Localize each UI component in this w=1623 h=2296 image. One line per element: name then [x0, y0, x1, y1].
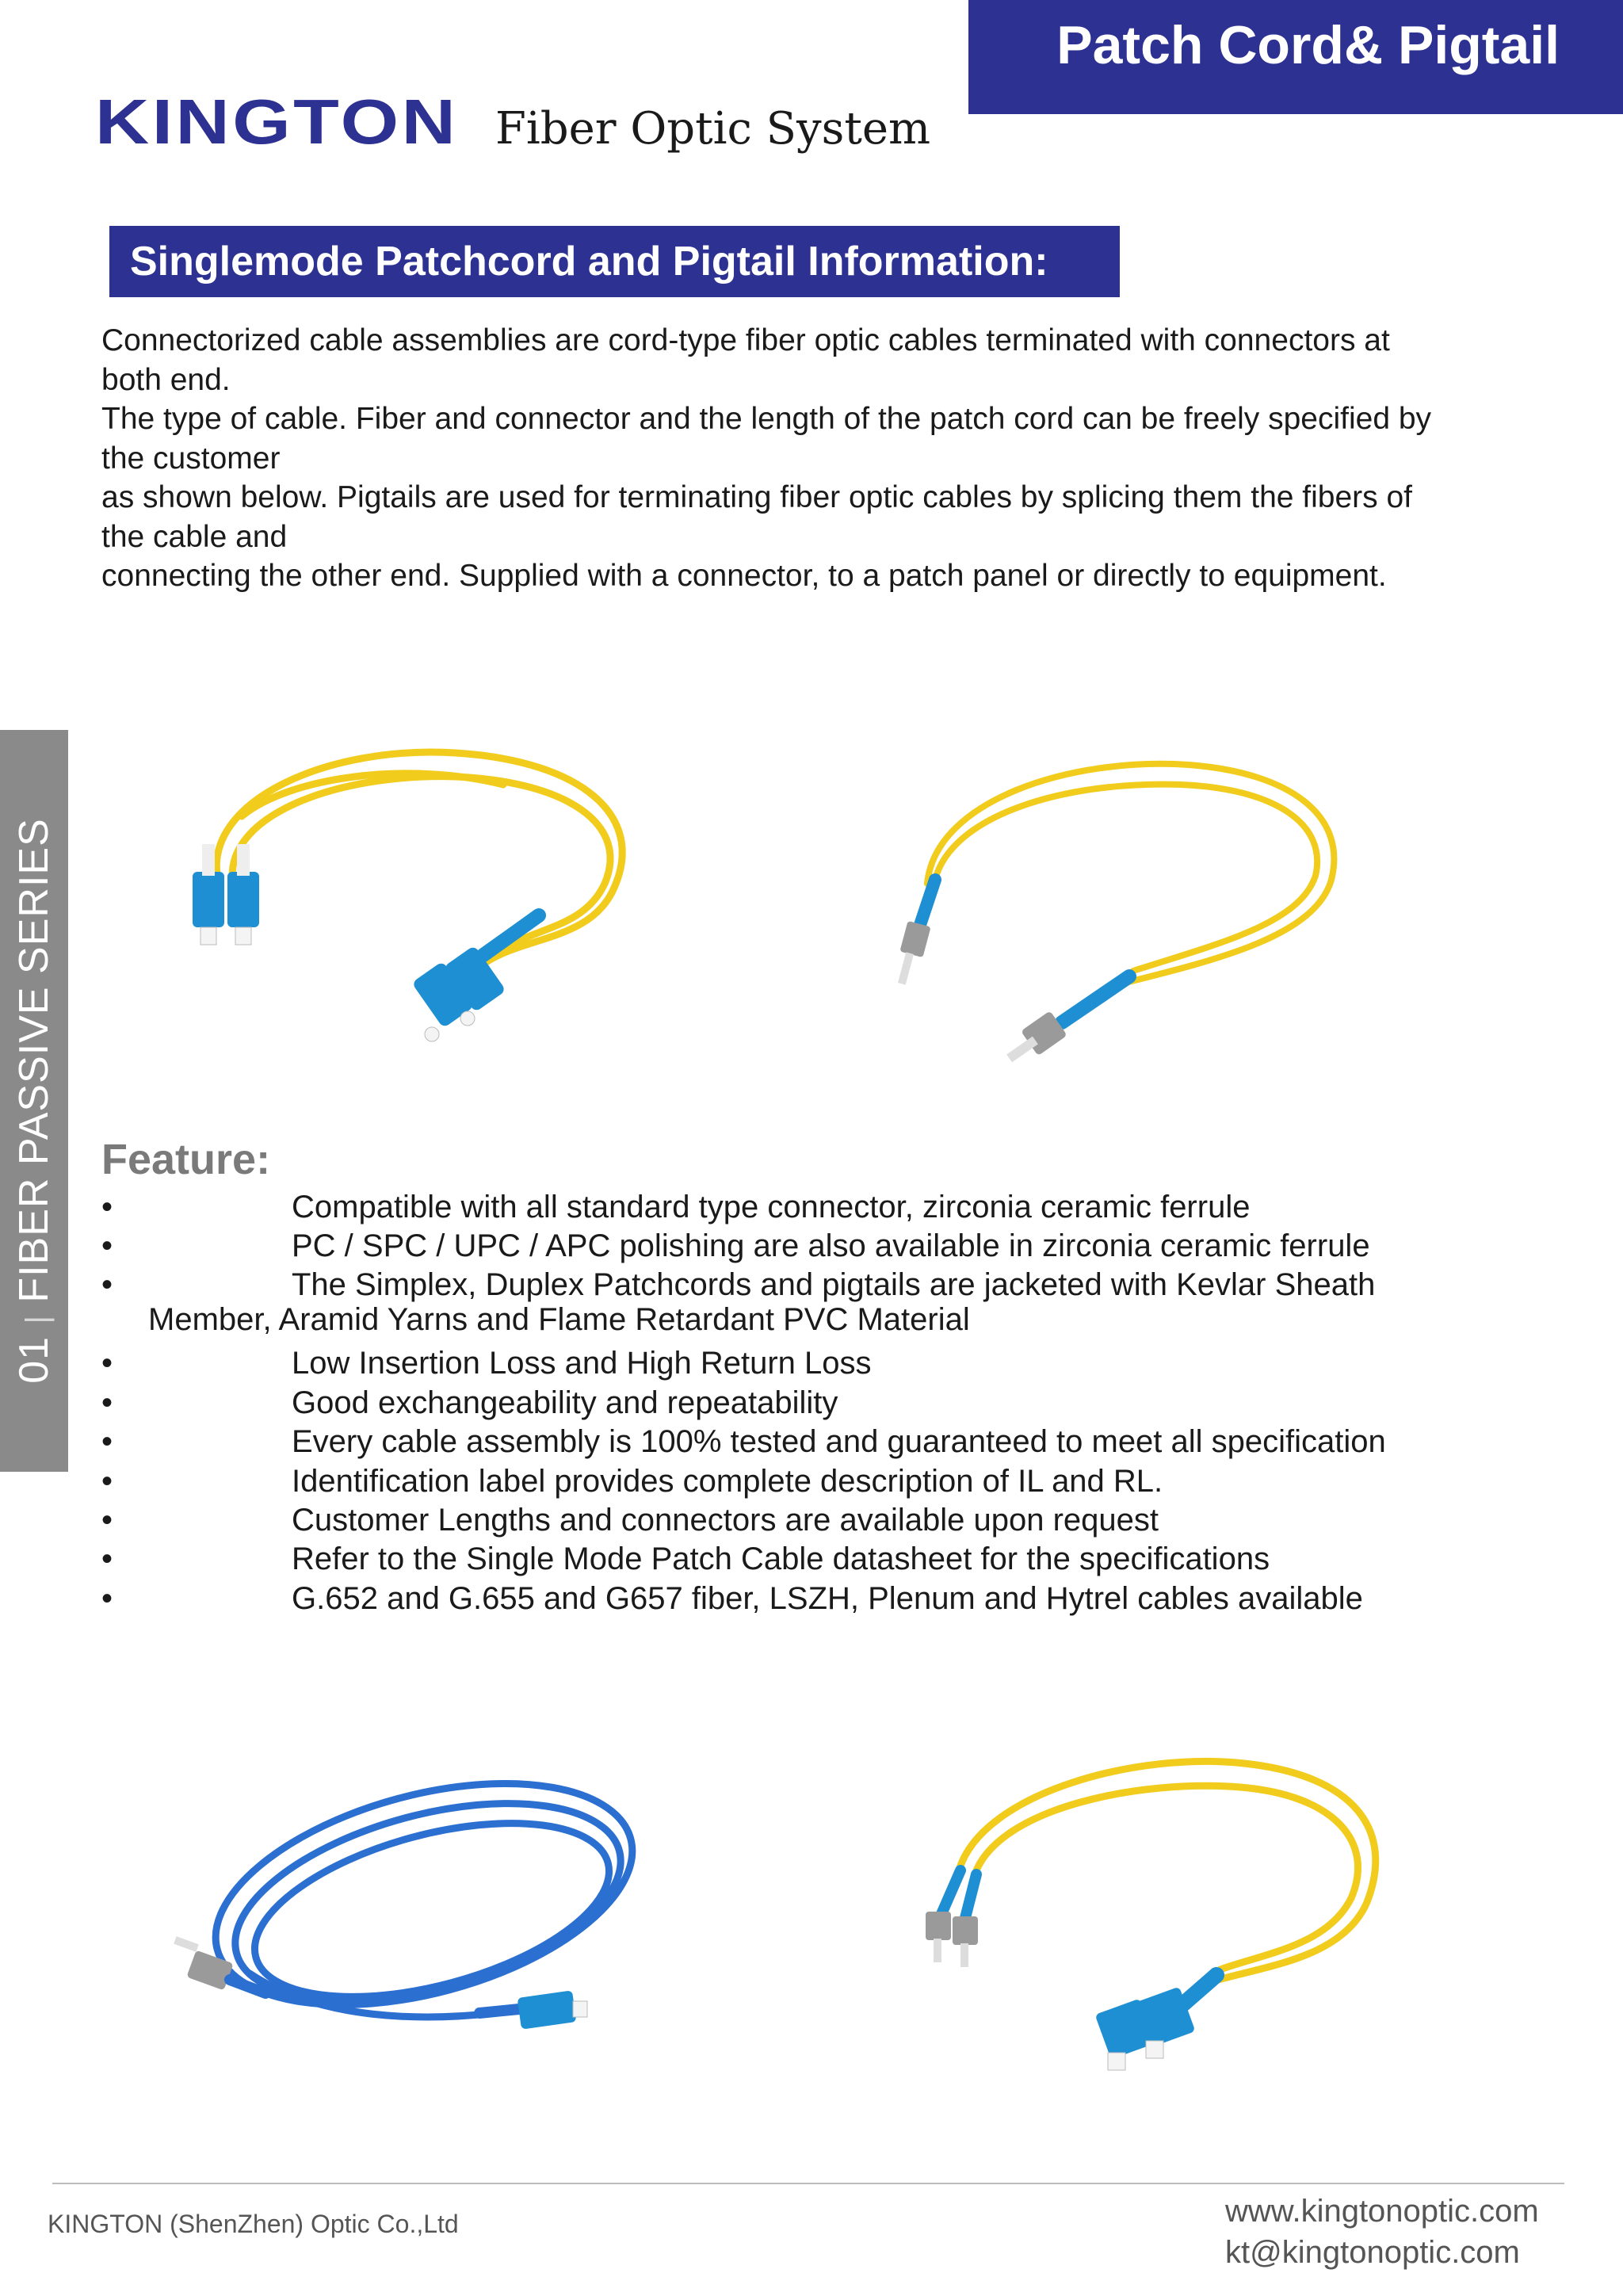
footer-divider — [52, 2183, 1564, 2184]
bullet: • — [101, 1385, 113, 1420]
side-tab-text — [10, 818, 58, 1384]
intro-line: The type of cable. Fiber and connector and the length of the patch cord can be freely specified by — [101, 402, 1432, 436]
bullet: • — [101, 1541, 113, 1576]
bullet: • — [101, 1267, 113, 1302]
bullet: • — [101, 1190, 113, 1224]
bullet: • — [101, 1464, 113, 1499]
feature-text: Identification label provides complete description of IL and RL. — [292, 1464, 1163, 1499]
feature-text-continuation: Member, Aramid Yarns and Flame Retardant PVC Material — [148, 1302, 970, 1337]
simplex-st-patchcord-image — [888, 745, 1347, 1094]
side-tab-label: FIBER PASSIVE SERIES — [11, 818, 57, 1303]
header-banner — [968, 0, 1623, 114]
side-tab-separator: | — [20, 1315, 55, 1324]
intro-line: the customer — [101, 441, 281, 476]
sc-connector — [479, 1990, 587, 2029]
feature-text: Low Insertion Loss and High Return Loss — [292, 1346, 872, 1381]
section-heading — [109, 226, 1120, 297]
duplex-st-sc-patchcord-image — [911, 1744, 1403, 2084]
intro-line: Connectorized cable assemblies are cord-type fiber optic cables terminated with connectors at — [101, 323, 1390, 357]
intro-line: connecting the other end. Supplied with a connector, to a patch panel or directly to equipment. — [101, 559, 1387, 593]
feature-text: PC / SPC / UPC / APC polishing are also available in zirconia ceramic ferrule — [292, 1228, 1370, 1263]
feature-text: The Simplex, Duplex Patchcords and pigtails are jacketed with Kevlar Sheath — [292, 1267, 1376, 1302]
side-series-tab — [0, 730, 68, 1472]
bullet: • — [101, 1346, 113, 1381]
feature-text: Customer Lengths and connectors are available upon request — [292, 1503, 1159, 1538]
st-connector-left — [898, 880, 935, 985]
feature-text: Every cable assembly is 100% tested and guaranteed to meet all specification — [292, 1424, 1386, 1459]
logo-tagline: Fiber Optic System — [495, 103, 931, 155]
bullet: • — [101, 1228, 113, 1263]
footer-company-name: KINGTON (ShenZhen) Optic Co.,Ltd — [48, 2210, 459, 2238]
intro-line: both end. — [101, 362, 231, 397]
bullet: • — [101, 1503, 113, 1538]
st-connector-pair — [926, 1870, 978, 1967]
footer-email-link[interactable]: kt@kingtonoptic.com — [1225, 2235, 1520, 2270]
company-logo: KINGTON — [95, 86, 459, 157]
intro-line: the cable and — [101, 519, 288, 554]
bullet: • — [101, 1424, 113, 1459]
section-title: Singlemode Patchcord and Pigtail Information: — [130, 239, 1048, 285]
banner-title: Patch Cord& Pigtail — [1056, 15, 1560, 75]
feature-text: Good exchangeability and repeatability — [292, 1385, 838, 1420]
blue-st-sc-cable-image — [162, 1775, 654, 2084]
side-tab-number: 01 — [11, 1335, 57, 1384]
feature-heading: Feature: — [101, 1136, 271, 1183]
duplex-sc-patchcord-image — [170, 729, 662, 1062]
feature-text: Refer to the Single Mode Patch Cable datasheet for the specifications — [292, 1541, 1270, 1576]
sc-connector-pair-left — [193, 844, 259, 945]
bullet: • — [101, 1581, 113, 1616]
st-connector-right — [1006, 976, 1129, 1062]
intro-line: as shown below. Pigtails are used for terminating fiber optic cables by splicing them the fibers of — [101, 480, 1413, 514]
sc-connector-pair-right — [411, 915, 539, 1041]
intro-paragraph — [101, 321, 1528, 596]
feature-text: G.652 and G.655 and G657 fiber, LSZH, Plenum and Hytrel cables available — [292, 1581, 1363, 1616]
sc-connector-pair — [1095, 1975, 1216, 2070]
footer-website-link[interactable]: www.kingtonoptic.com — [1225, 2194, 1539, 2229]
feature-text: Compatible with all standard type connector, zirconia ceramic ferrule — [292, 1190, 1251, 1224]
